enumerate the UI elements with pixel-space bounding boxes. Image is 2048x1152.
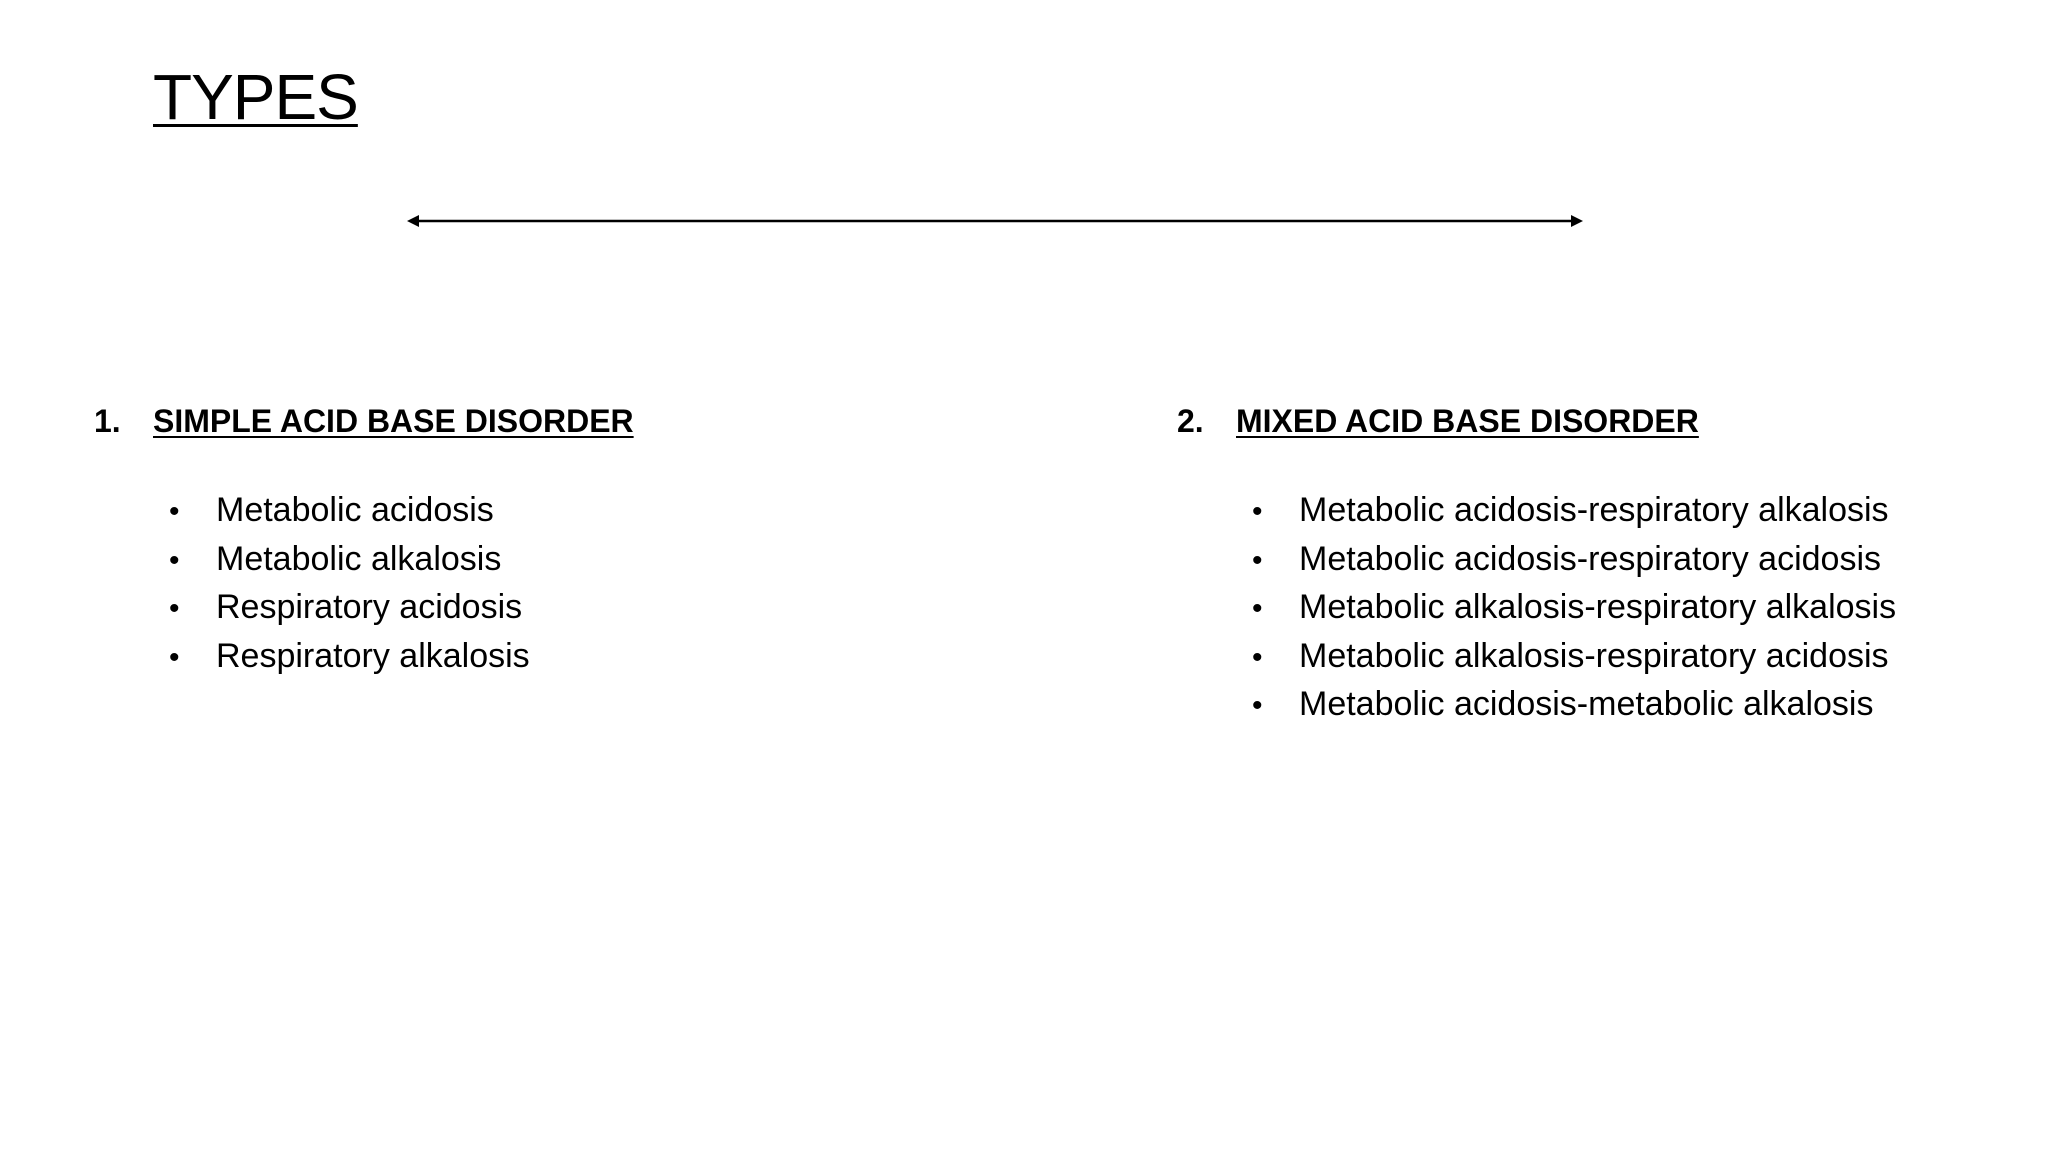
list-item-label: Metabolic alkalosis-respiratory alkalosis (1299, 588, 1897, 626)
mixed-disorder-heading (1177, 400, 1896, 442)
heading-number: 2. (1177, 403, 1204, 439)
list-item-label: Metabolic acidosis-metabolic alkalosis (1299, 685, 1874, 723)
list-item-label: Metabolic acidosis-respiratory acidosis (1299, 539, 1882, 578)
list-item-label: Metabolic acidosis (216, 491, 494, 529)
list-item-label: Metabolic alkalosis (216, 539, 502, 578)
list-item (169, 584, 634, 633)
mixed-disorder-column (1177, 400, 1896, 730)
list-item (1252, 584, 1896, 633)
bullet: • (1252, 689, 1263, 722)
simple-disorder-list (94, 487, 634, 681)
heading-label: SIMPLE ACID BASE DISORDER (153, 403, 634, 439)
heading-label: MIXED ACID BASE DISORDER (1236, 403, 1699, 439)
list-item-label: Respiratory alkalosis (216, 636, 530, 675)
list-item (1252, 536, 1896, 585)
list-item-label: Respiratory acidosis (216, 588, 523, 626)
bullet: • (1252, 592, 1263, 625)
mixed-disorder-list (1177, 487, 1896, 730)
bullet: • (169, 495, 180, 528)
list-item (169, 633, 634, 682)
slide-title: TYPES (153, 61, 358, 133)
list-item-label: Metabolic alkalosis-respiratory acidosis (1299, 636, 1889, 675)
list-item (1252, 681, 1896, 730)
bullet: • (1252, 495, 1263, 528)
list-item (1252, 633, 1896, 682)
bullet: • (169, 640, 180, 674)
list-item (169, 536, 634, 585)
bullet: • (1252, 543, 1263, 577)
double-headed-arrow (405, 209, 1585, 233)
simple-disorder-heading (94, 400, 634, 442)
bullet: • (1252, 640, 1263, 674)
bullet: • (169, 592, 180, 625)
heading-number: 1. (94, 403, 121, 439)
list-item (169, 487, 634, 536)
list-item (1252, 487, 1896, 536)
simple-disorder-column (94, 400, 634, 681)
bullet: • (169, 543, 180, 577)
list-item-label: Metabolic acidosis-respiratory alkalosis (1299, 491, 1889, 529)
